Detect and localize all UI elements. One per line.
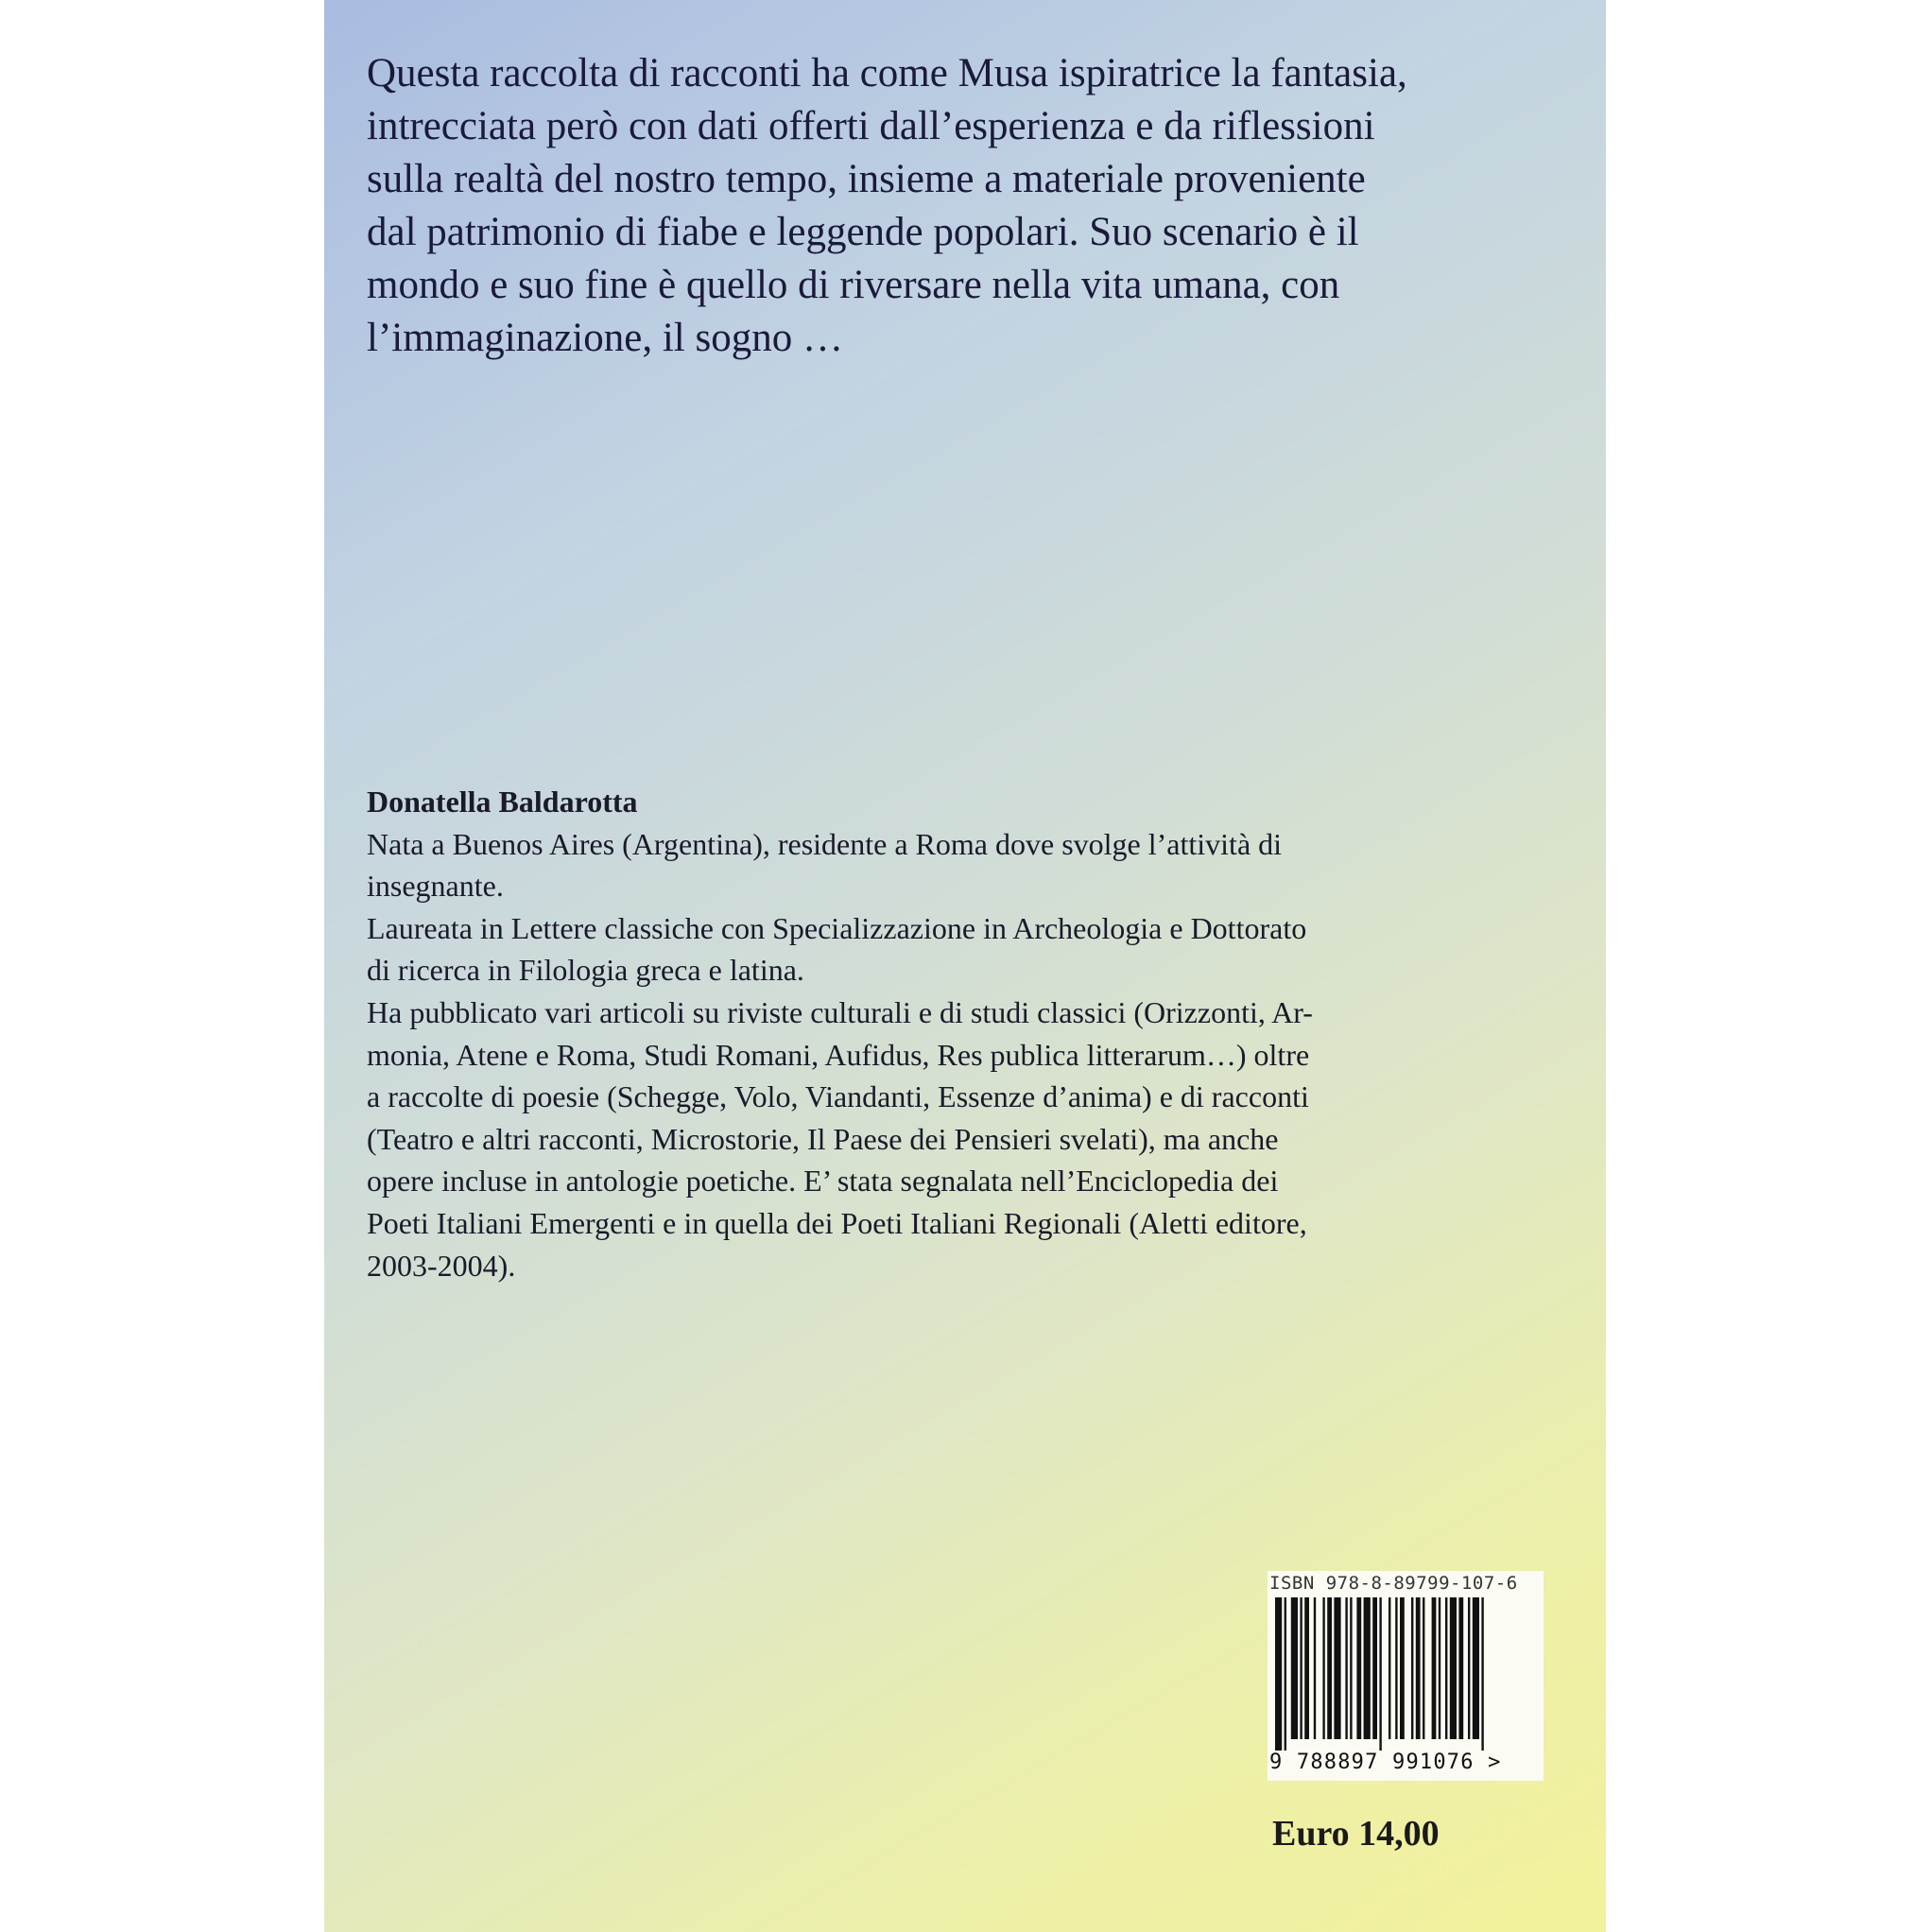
blurb-line: l’immaginazione, il sogno … <box>367 316 843 360</box>
bio-line: opere incluse in antologie poetiche. E’ stata segnalata nell’Enciclopedia dei <box>367 1164 1279 1199</box>
author-bio <box>367 781 1567 1286</box>
bio-line: 2003-2004). <box>367 1248 516 1283</box>
bio-line: (Teatro e altri racconti, Microstorie, Il Paese dei Pensieri svelati), ma anche <box>367 1121 1279 1156</box>
blurb-line: mondo e suo fine è quello di riversare nella vita umana, con <box>367 263 1340 307</box>
blurb-line: dal patrimonio di fiabe e leggende popolari. Suo scenario è il <box>367 210 1359 254</box>
isbn-number: ISBN 978-8-89799-107-6 <box>1269 1573 1518 1594</box>
ean-number: 9 788897 991076 > <box>1269 1751 1502 1774</box>
price-label: Euro 14,00 <box>1272 1814 1440 1854</box>
bio-line: a raccolte di poesie (Schegge, Volo, Viandanti, Essenze d’anima) e di racconti <box>367 1079 1309 1114</box>
bio-line: Poeti Italiani Emergenti e in quella dei Poeti Italiani Regionali (Aletti editore, <box>367 1205 1307 1240</box>
barcode-bars-graphic <box>1275 1597 1536 1751</box>
blurb-line: Questa raccolta di racconti ha come Musa ispiratrice la fantasia, <box>367 51 1407 95</box>
bio-line: monia, Atene e Roma, Studi Romani, Aufidus, Res publica litterarum…) oltre <box>367 1037 1310 1072</box>
bio-line: Ha pubblicato vari articoli su riviste culturali e di studi classici (Orizzonti, Ar- <box>367 994 1313 1029</box>
isbn-barcode <box>1268 1571 1544 1781</box>
blurb-paragraph <box>367 47 1567 365</box>
blurb-line: intrecciata però con dati offerti dall’esperienza e da riflessioni <box>367 104 1375 148</box>
bio-line: Laureata in Lettere classiche con Specializzazione in Archeologia e Dottorato <box>367 910 1307 945</box>
blurb-line: sulla realtà del nostro tempo, insieme a materiale proveniente <box>367 157 1366 201</box>
bio-line: di ricerca in Filologia greca e latina. <box>367 953 804 988</box>
bio-line: Nata a Buenos Aires (Argentina), residente a Roma dove svolge l’attività di <box>367 826 1283 861</box>
author-name: Donatella Baldarotta <box>367 785 638 819</box>
bio-line: insegnante. <box>367 869 504 904</box>
book-back-cover <box>324 0 1606 1932</box>
